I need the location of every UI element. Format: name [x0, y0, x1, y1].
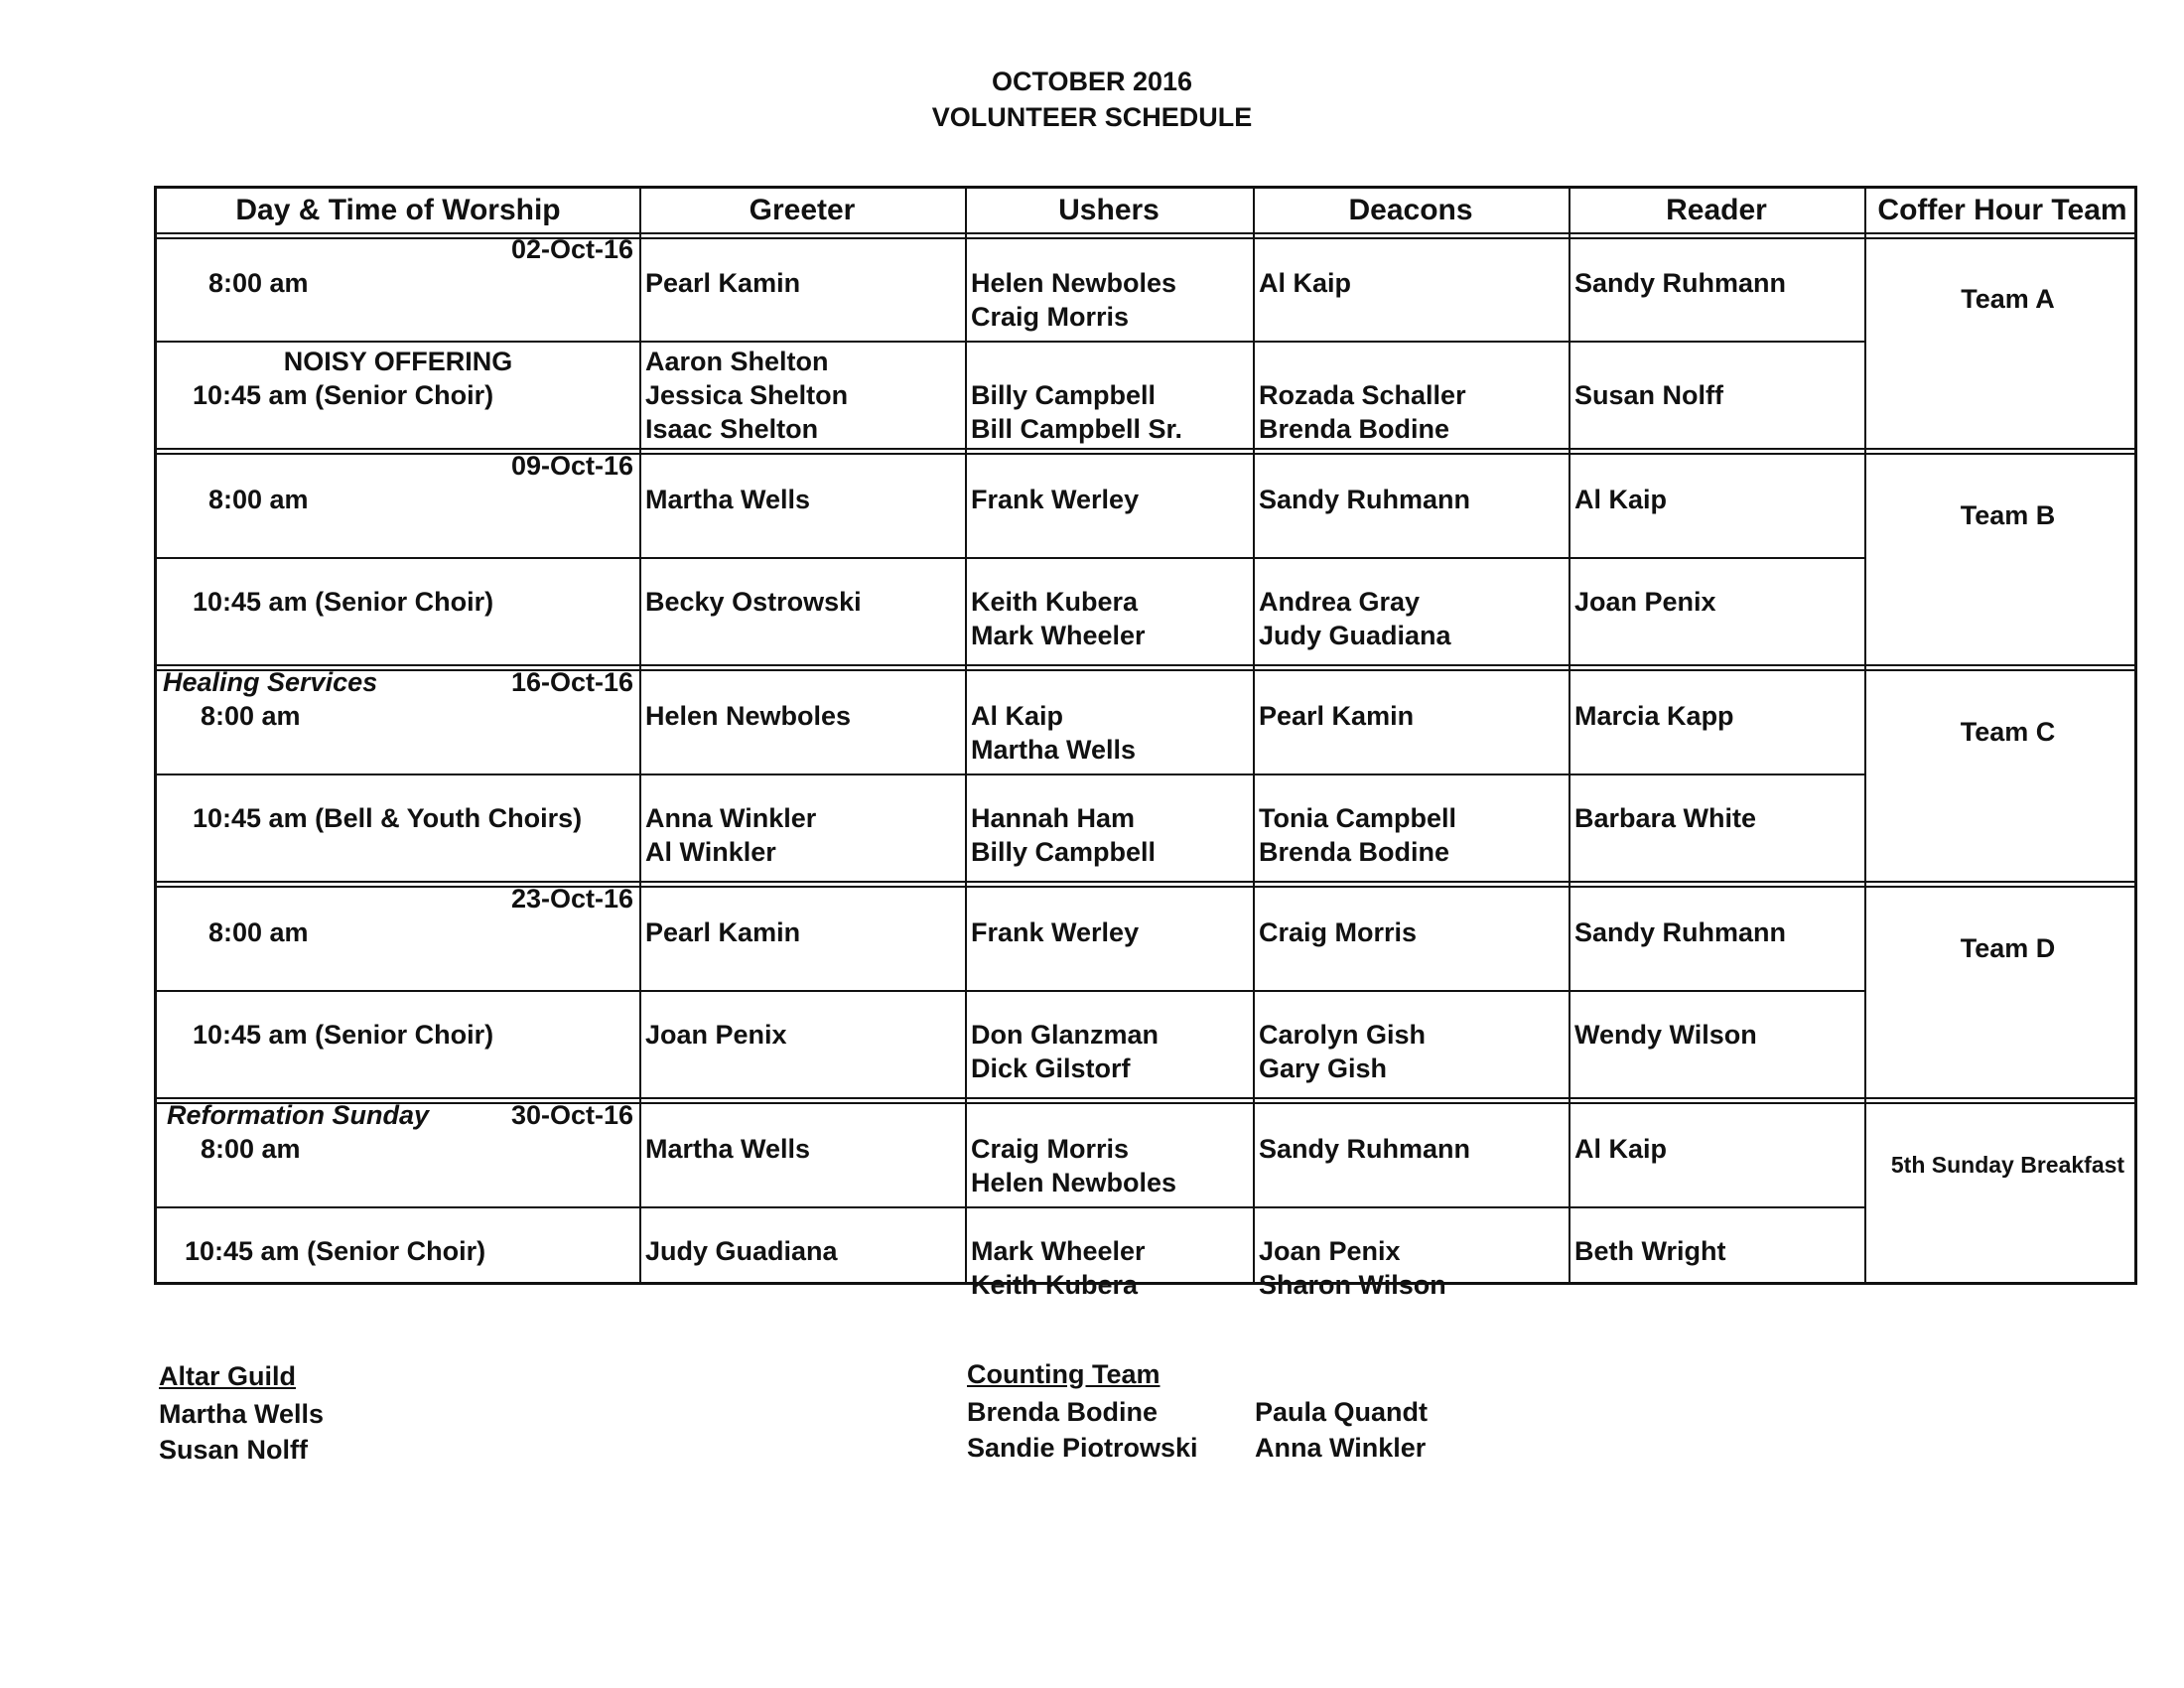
- ushers-cell: [971, 483, 1139, 516]
- header-reader: Reader: [1666, 194, 1767, 226]
- week-label: Reformation Sunday: [167, 1100, 430, 1130]
- greeter-name: Joan Penix: [645, 1020, 787, 1050]
- reader-cell: Joan Penix: [1574, 587, 1716, 617]
- coffee-hour-team: Team D: [1960, 933, 2056, 963]
- deacons-cell: [1259, 699, 1414, 733]
- service-note: NOISY OFFERING: [283, 347, 513, 376]
- reader-cell: Wendy Wilson: [1574, 1020, 1757, 1050]
- service-time: 10:45 am (Bell & Youth Choirs): [193, 803, 583, 833]
- deacon-name: Brenda Bodine: [1259, 414, 1450, 444]
- greeter-cell: [645, 585, 862, 619]
- week-date: 09-Oct-16: [510, 451, 633, 481]
- deacons-cell: [1259, 1132, 1470, 1166]
- ushers-cell: [971, 1018, 1159, 1085]
- usher-name: Bill Campbell Sr.: [971, 414, 1183, 444]
- schedule-table: [154, 186, 2137, 1300]
- week-date: 30-Oct-16: [510, 1100, 633, 1130]
- column-divider: [965, 189, 967, 1282]
- deacon-name: Sandy Ruhmann: [1259, 485, 1471, 514]
- ushers-cell: [971, 266, 1176, 334]
- service-time: 8:00 am: [201, 701, 301, 731]
- service-time: 10:45 am (Senior Choir): [193, 1020, 494, 1050]
- header-coffee-team: Coffer Hour Team: [1877, 194, 2127, 226]
- week-date: 23-Oct-16: [510, 884, 633, 914]
- page-title: OCTOBER 2016: [991, 67, 1193, 96]
- greeter-name: Pearl Kamin: [645, 268, 801, 298]
- reader-cell: Sandy Ruhmann: [1574, 268, 1787, 298]
- service-time: 8:00 am: [208, 268, 309, 298]
- usher-name: Helen Newboles: [971, 268, 1177, 298]
- service-time: 8:00 am: [201, 1134, 301, 1164]
- reader-cell: Sandy Ruhmann: [1574, 917, 1787, 947]
- usher-name: Frank Werley: [971, 917, 1140, 947]
- deacon-name: Carolyn Gish: [1259, 1020, 1427, 1050]
- greeter-cell: [645, 1132, 810, 1166]
- counting-team-heading: Counting Team: [967, 1359, 1160, 1389]
- deacons-cell: [1259, 915, 1417, 949]
- deacon-name: Rozada Schaller: [1259, 380, 1466, 410]
- reader-cell: Barbara White: [1574, 803, 1757, 833]
- coffee-hour-team: Team A: [1961, 284, 2055, 314]
- deacon-name: Sandy Ruhmann: [1259, 1134, 1471, 1164]
- usher-name: Helen Newboles: [971, 1168, 1177, 1197]
- reader-cell: Beth Wright: [1574, 1236, 1726, 1266]
- week-label: Healing Services: [163, 667, 378, 697]
- ushers-cell: [971, 1132, 1176, 1199]
- service-divider: [157, 341, 1864, 343]
- ushers-cell: [971, 1234, 1146, 1302]
- greeter-name: Martha Wells: [645, 485, 811, 514]
- greeter-name: Anna Winkler: [645, 803, 817, 833]
- ushers-cell: [971, 585, 1146, 652]
- service-time: 10:45 am (Senior Choir): [193, 587, 494, 617]
- service-divider: [157, 1206, 1864, 1208]
- column-divider: [1569, 189, 1570, 1282]
- counting-team-section: [967, 1356, 1198, 1466]
- service-time: 10:45 am (Senior Choir): [185, 1236, 486, 1266]
- greeter-cell: [645, 345, 848, 446]
- deacon-name: Andrea Gray: [1259, 587, 1421, 617]
- usher-name: Martha Wells: [971, 735, 1137, 765]
- usher-name: Billy Campbell: [971, 380, 1157, 410]
- usher-name: Billy Campbell: [971, 837, 1157, 867]
- usher-name: Keith Kubera: [971, 587, 1139, 617]
- greeter-cell: [645, 483, 810, 516]
- deacon-name: Judy Guadiana: [1259, 621, 1451, 650]
- usher-name: Craig Morris: [971, 302, 1130, 332]
- coffee-hour-team: 5th Sunday Breakfast: [1890, 1152, 2125, 1178]
- counting-team-member: Sandie Piotrowski: [967, 1433, 1198, 1463]
- service-time: 8:00 am: [208, 917, 309, 947]
- header-deacons: Deacons: [1348, 194, 1473, 226]
- greeter-name: Aaron Shelton: [645, 347, 829, 376]
- greeter-name: Isaac Shelton: [645, 414, 819, 444]
- deacons-cell: [1259, 483, 1470, 516]
- greeter-name: Judy Guadiana: [645, 1236, 838, 1266]
- altar-guild-heading: Altar Guild: [159, 1361, 297, 1391]
- coffee-hour-team: Team C: [1960, 717, 2056, 747]
- deacon-name: Pearl Kamin: [1259, 701, 1415, 731]
- service-time: 10:45 am (Senior Choir): [193, 380, 494, 410]
- deacon-name: Brenda Bodine: [1259, 837, 1450, 867]
- usher-name: Al Kaip: [971, 701, 1064, 731]
- page-subtitle: VOLUNTEER SCHEDULE: [931, 102, 1253, 132]
- deacon-name: Sharon Wilson: [1259, 1270, 1446, 1300]
- deacons-cell: [1259, 585, 1451, 652]
- greeter-cell: [645, 266, 800, 300]
- column-divider: [639, 189, 641, 1282]
- counting-team-member: Paula Quandt: [1255, 1397, 1429, 1427]
- greeter-cell: [645, 699, 851, 733]
- deacon-name: Craig Morris: [1259, 917, 1418, 947]
- altar-guild-member: Martha Wells: [159, 1399, 325, 1429]
- service-time: 8:00 am: [208, 485, 309, 514]
- deacon-name: Al Kaip: [1259, 268, 1352, 298]
- service-divider: [157, 774, 1864, 775]
- greeter-cell: [645, 801, 816, 869]
- usher-name: Mark Wheeler: [971, 621, 1146, 650]
- deacons-cell: [1259, 801, 1456, 869]
- reader-cell: Al Kaip: [1574, 1134, 1668, 1164]
- deacon-name: Joan Penix: [1259, 1236, 1401, 1266]
- usher-name: Mark Wheeler: [971, 1236, 1146, 1266]
- greeter-name: Martha Wells: [645, 1134, 811, 1164]
- ushers-cell: [971, 801, 1156, 869]
- service-divider: [157, 557, 1864, 559]
- deacons-cell: [1259, 1234, 1446, 1302]
- header-ushers: Ushers: [1058, 194, 1160, 226]
- service-divider: [157, 990, 1864, 992]
- header-day-time: Day & Time of Worship: [235, 194, 561, 226]
- greeter-name: Becky Ostrowski: [645, 587, 862, 617]
- week-date: 02-Oct-16: [510, 234, 633, 264]
- deacons-cell: [1259, 266, 1351, 300]
- counting-team-member: Anna Winkler: [1255, 1433, 1427, 1463]
- greeter-cell: [645, 915, 800, 949]
- deacons-cell: [1259, 1018, 1426, 1085]
- reader-cell: Marcia Kapp: [1574, 701, 1734, 731]
- deacon-name: Gary Gish: [1259, 1054, 1388, 1083]
- ushers-cell: [971, 378, 1182, 446]
- greeter-name: Al Winkler: [645, 837, 776, 867]
- usher-name: Frank Werley: [971, 485, 1140, 514]
- usher-name: Don Glanzman: [971, 1020, 1160, 1050]
- reader-cell: Susan Nolff: [1574, 380, 1724, 410]
- reader-cell: Al Kaip: [1574, 485, 1668, 514]
- counting-team-column-2: [1255, 1394, 1428, 1466]
- altar-guild-section: [159, 1358, 324, 1468]
- greeter-name: Pearl Kamin: [645, 917, 801, 947]
- usher-name: Keith Kubera: [971, 1270, 1139, 1300]
- greeter-name: Helen Newboles: [645, 701, 852, 731]
- deacon-name: Tonia Campbell: [1259, 803, 1457, 833]
- usher-name: Craig Morris: [971, 1134, 1130, 1164]
- altar-guild-member: Susan Nolff: [159, 1435, 309, 1465]
- usher-name: Hannah Ham: [971, 803, 1136, 833]
- ushers-cell: [971, 699, 1136, 767]
- greeter-cell: [645, 1018, 787, 1052]
- greeter-cell: [645, 1234, 838, 1268]
- ushers-cell: [971, 915, 1139, 949]
- greeter-name: Jessica Shelton: [645, 380, 849, 410]
- week-date: 16-Oct-16: [510, 667, 633, 697]
- header-greeter: Greeter: [749, 194, 856, 226]
- column-divider: [1253, 189, 1255, 1282]
- counting-team-member: Brenda Bodine: [967, 1397, 1159, 1427]
- deacons-cell: [1259, 378, 1466, 446]
- usher-name: Dick Gilstorf: [971, 1054, 1131, 1083]
- coffee-hour-team: Team B: [1960, 500, 2056, 530]
